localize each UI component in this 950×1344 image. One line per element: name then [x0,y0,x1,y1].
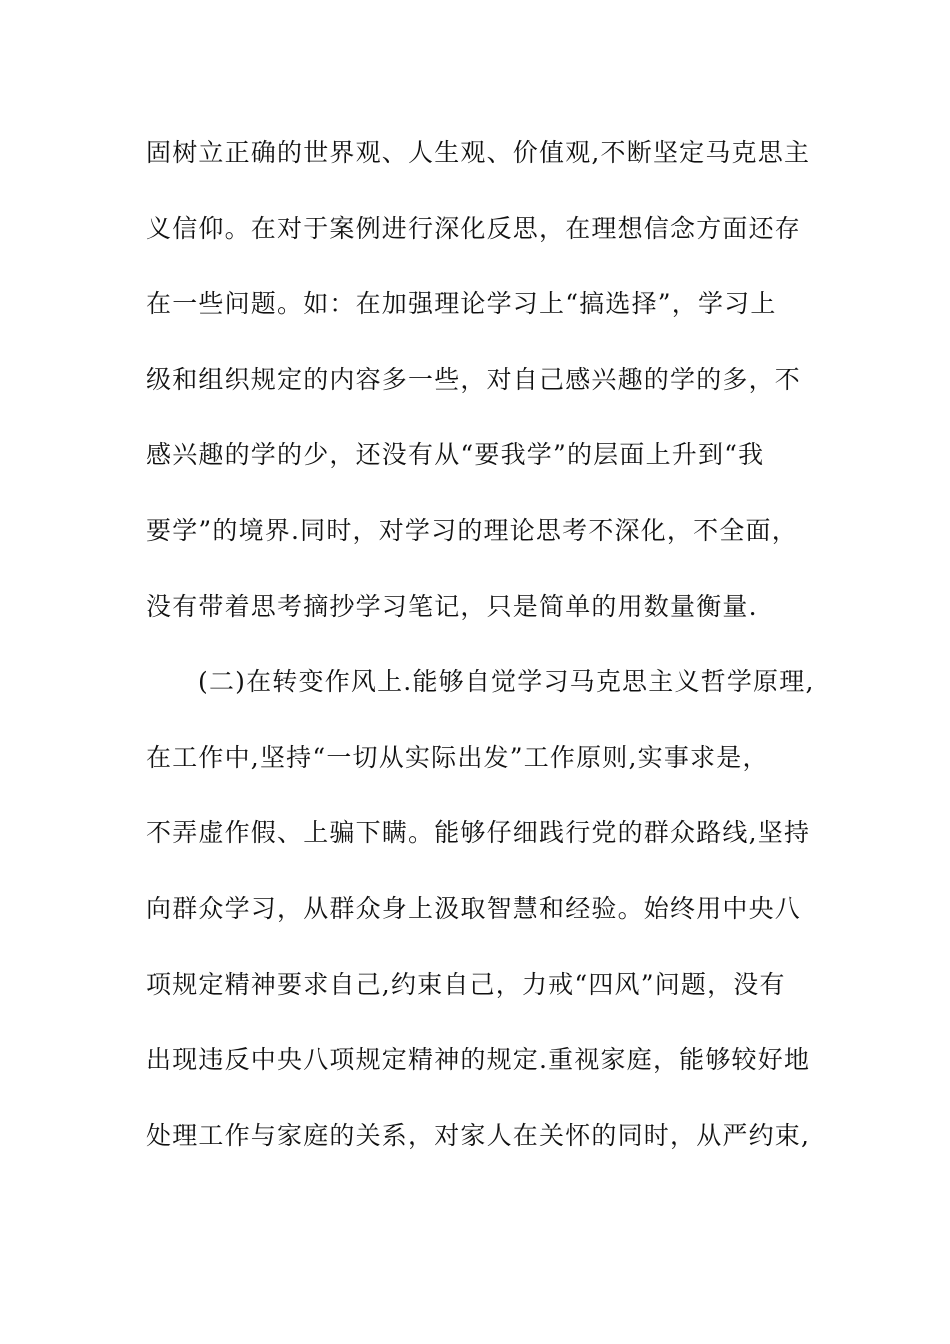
text-line-11: 向群众学习，从群众身上汲取智慧和经验。始终用中央八 [146,893,802,923]
text-line-12: 项规定精神要求自己,约束自己，力戒“四风”问题，没有 [146,969,786,999]
text-line-9: 在工作中,坚持“一切从实际出发”工作原则,实事求是， [146,742,769,772]
text-line-1: 固树立正确的世界观、人生观、价值观,不断坚定马克思主 [146,138,811,167]
text-line-10: 不弄虚作假、上骗下瞒。能够仔细践行党的群众路线,坚持 [146,818,811,848]
body-text [146,128,826,1186]
text-line-4: 级和组织规定的内容多一些，对自己感兴趣的学的多，不 [146,364,802,394]
text-line-2: 义信仰。在对于案例进行深化反思，在理想信念方面还存 [146,213,802,243]
text-line-14: 处理工作与家庭的关系，对家人在关怀的同时，从严约束, [146,1120,811,1150]
text-line-3: 在一些问题。如：在加强理论学习上“搞选择”，学习上 [146,289,777,319]
text-line-7: 没有带着思考摘抄学习笔记，只是简单的用数量衡量. [146,591,758,621]
text-line-5: 感兴趣的学的少，还没有从“要我学”的层面上升到“我 [146,440,765,470]
text-line-13: 出现违反中央八项规定精神的规定.重视家庭，能够较好地 [146,1045,811,1075]
text-line-6: 要学”的境界.同时，对学习的理论思考不深化，不全面， [146,515,798,545]
section-heading-line: (二)在转变作风上.能够自觉学习马克思主义哲学原理, [198,667,815,697]
